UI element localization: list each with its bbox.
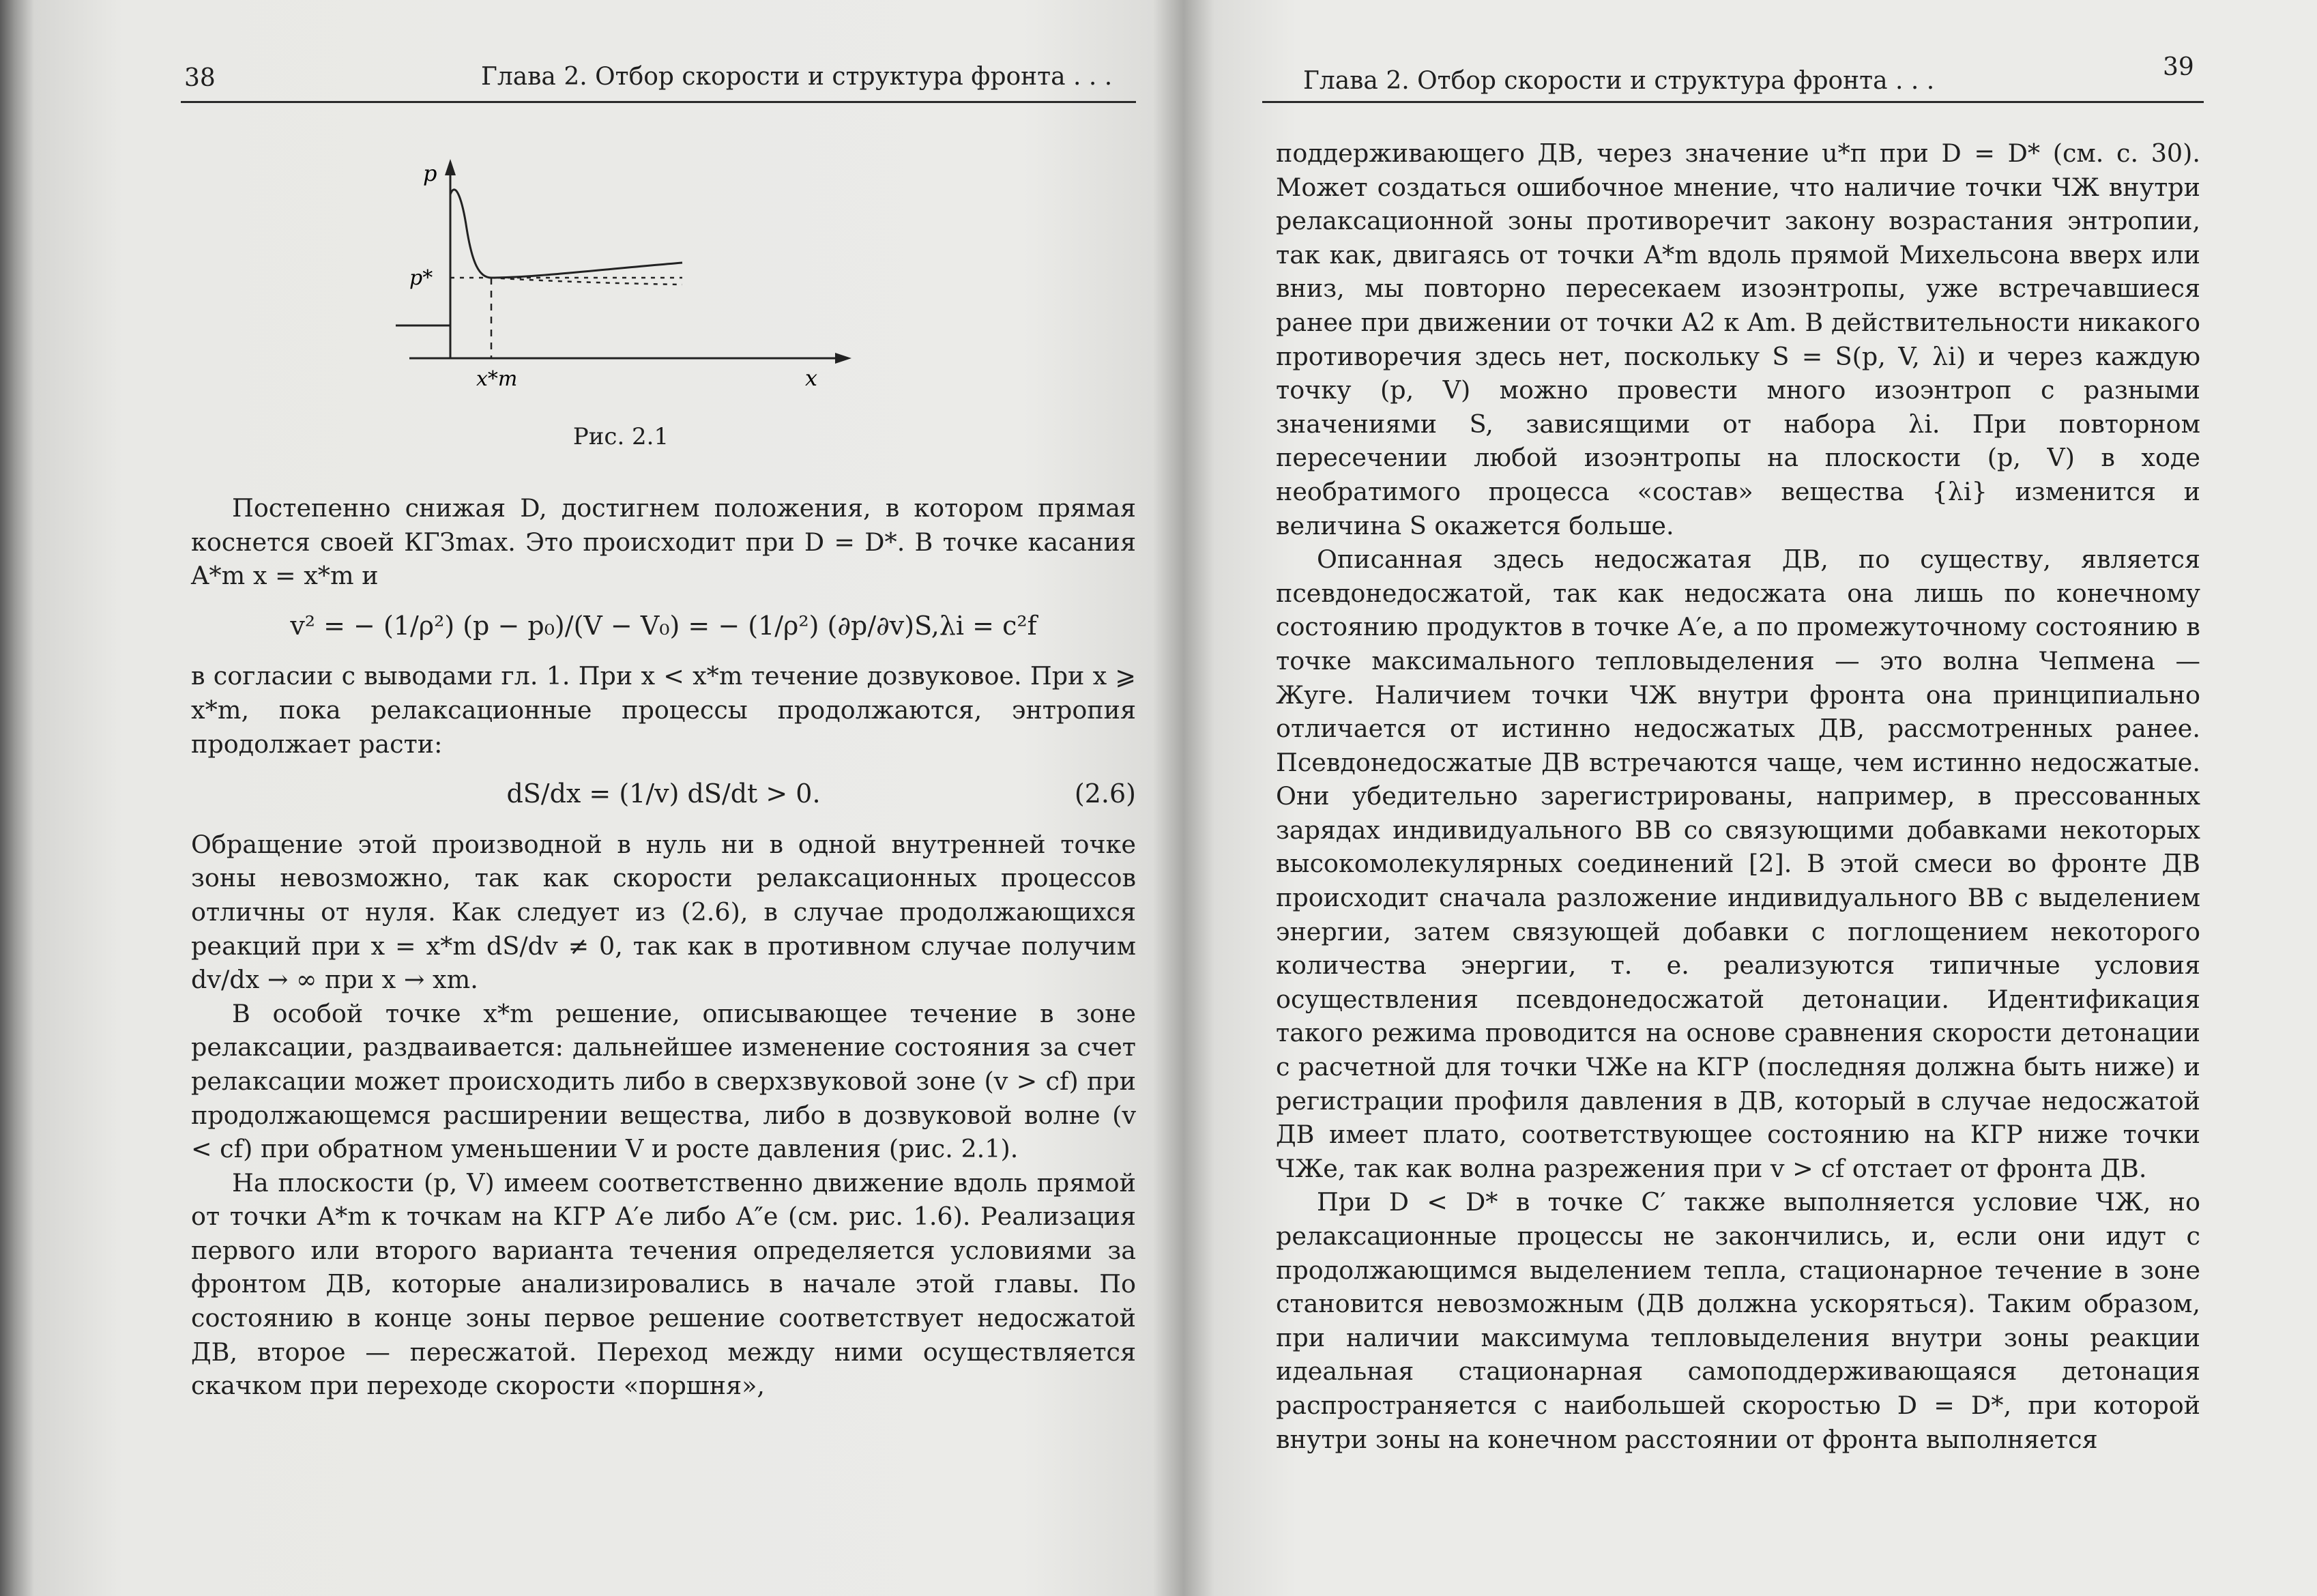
paragraph: Постепенно снижая D, достигнем положения, в котором прямая коснется своей КГЗmax. Это происходит при D = D*. В точке касания A*m x = x*m и <box>191 493 1136 591</box>
page-number: 38 <box>184 64 216 92</box>
right-body <box>1276 136 2200 1456</box>
y-axis-label: p <box>423 160 437 186</box>
left-body <box>191 491 1136 1403</box>
figure-caption: Рис. 2.1 <box>572 423 669 450</box>
y-axis-arrow <box>445 159 456 175</box>
paragraph: Описанная здесь недосжатая ДВ, по существу, является псевдонедосжатой, так как недосжата она лишь по конечному состоянию продуктов в точке A′e, а по промежуточному состоянию в точке максимального тепловыделения — это волна Чепмена — Жуге. Наличием точки ЧЖ внутри фронта она принципиально отличается от истинно недосжатых ДВ, рассмотренных ранее. Псевдонедосжатые ДВ встречаются чаще, чем истинно недосжатые. Они убедительно зарегистрированы, например, в прессованных зарядах индивидуального ВВ со связующими добавками некоторых высокомолекулярных соединений [2]. В этой смеси во фронте ДВ происходит сначала разложение индивидуального ВВ с выделением энергии, затем связующей добавки с поглощением некоторого количества энергии, т. е. реализуются типичные условия осуществления псевдонедосжатой детонации. Идентификация такого режима проводится на основе сравнения скорости детонации с расчетной для точки ЧЖe на КГР (последняя должна быть ниже) и регистрации профиля давления в ДВ, который в случае недосжатой ДВ имеет плато, соответствующее состоянию на КГР ниже точки ЧЖe, так как волна разрежения при v > cf отстает от фронта ДВ. <box>1276 545 2200 1183</box>
formula-2 <box>191 777 1136 811</box>
paragraph: поддерживающего ДВ, через значение u*п при D = D* (см. с. 30). Может создаться ошибочное мнение, что наличие точки ЧЖ внутри релаксационной зоны противоречит закону возрастания энтропии, так как, двигаясь от точки A*m вдоль прямой Михельсона вверх или вниз, мы повторно пересекаем изоэнтропы, уже встречавшиеся ранее при движении от точки A2 к Am. В действительности никакого противоречия здесь нет, поскольку S = S(p, V, λi) и через каждую точку (p, V) можно провести много изоэнтроп с разными значениями S, зависящими от набора λi. При повторном пересечении любой изоэнтропы на плоскости (p, V) в ходе необратимого процесса «состав» вещества {λi} изменится и величина S окажется больше. <box>1276 139 2200 540</box>
running-head: Глава 2. Отбор скорости и структура фронта . . . <box>1303 67 1935 95</box>
pressure-profile <box>450 190 682 325</box>
formula-1: v² = − (1/ρ²) (p − p₀)/(V − V₀) = − (1/ρ²) (∂p/∂v)S,λi = c²f <box>290 610 1037 641</box>
header-rule <box>181 101 1136 103</box>
lower-branch <box>491 278 682 285</box>
formula-2-body: dS/dx = (1/v) dS/dt > 0. <box>506 779 821 809</box>
paragraph: В особой точке x*m решение, описывающее течение в зоне релаксации, раздваивается: дальнейшее изменение состояния за счет релаксации может происходить либо в сверхзвуковой зоне (v > cf) при продолжающемся расширении вещества, либо в дозвуковой волне (v < cf) при обратном уменьшении V и росте давления (рис. 2.1). <box>191 998 1136 1164</box>
paragraph: На плоскости (p, V) имеем соответственно движение вдоль прямой от точки A*m к точкам на КГР A′e либо A″e (см. рис. 1.6). Реализация первого или второго варианта течения определяется условиями за фронтом ДВ, которые анализировались в начале этой главы. По состоянию в конце зоны первое решение соответствует недосжатой ДВ, второе — пересжатой. Переход между ними осуществляется скачком при переходе скорости «поршня», <box>191 1167 1136 1401</box>
paragraph: в согласии с выводами гл. 1. При x < x*m течение дозвуковое. При x ⩾ x*m, пока релаксационные процессы продолжаются, энтропия продолжает расти: <box>191 661 1136 759</box>
running-head: Глава 2. Отбор скорости и структура фронта . . . <box>481 63 1113 91</box>
header-rule <box>1262 101 2204 103</box>
paragraph: Обращение этой производной в нуль ни в одной внутренней точке зоны невозможно, так как скорости релаксационных процессов отличны от нуля. Как следует из (2.6), в случае продолжающихся реакций при x = x*m dS/dv ≠ 0, так как в противном случае получим dv/dx → ∞ при x → xm. <box>191 829 1136 995</box>
page-number: 39 <box>2163 53 2194 81</box>
x-axis-arrow <box>835 353 851 364</box>
x-axis-label: x <box>805 365 818 391</box>
xm-star-label: x*m <box>476 367 518 391</box>
figure-2-1 <box>396 154 860 403</box>
p-star-label: p* <box>409 266 433 290</box>
paragraph: При D < D* в точке C′ также выполняется условие ЧЖ, но релаксационные процессы не закончились, и, если они идут с продолжающимся выделением тепла, стационарное течение в зоне становится невозможным (ДВ должна ускоряться). Таким образом, при наличии максимума тепловыделения внутри зоны реакции идеальная стационарная самоподдерживающаяся детонация распространяется с наибольшей скоростью D = D*, при которой внутри зоны на конечном расстоянии от фронта выполняется <box>1276 1187 2200 1454</box>
equation-number: (2.6) <box>1074 779 1136 809</box>
